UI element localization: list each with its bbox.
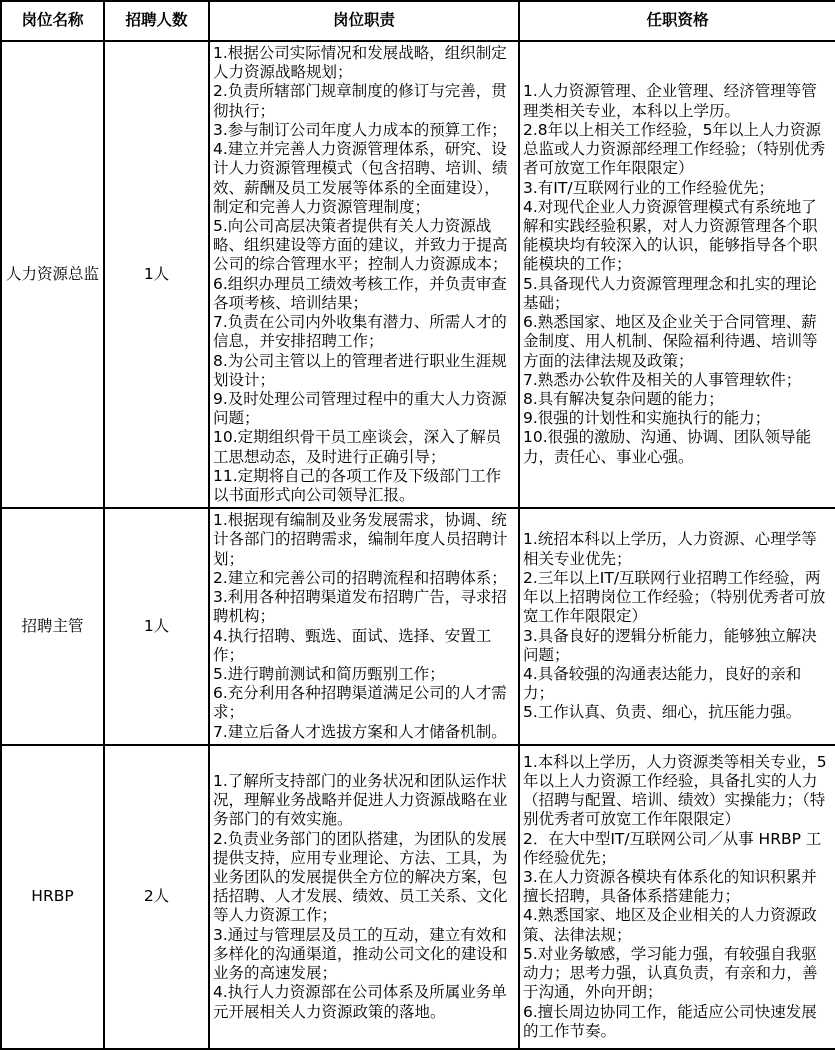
header-cell-headcount: 招聘人数 <box>104 1 209 41</box>
qualifications-cell <box>519 508 835 745</box>
responsibilities-cell <box>209 745 519 1049</box>
qualification-item: 1.人力资源管理、企业管理、经济管理等管理类相关专业，本科以上学历。 <box>523 82 817 120</box>
qualification-item: 6.擅长周边协同工作，能适应公司快速发展的工作节奏。 <box>523 1002 817 1040</box>
responsibility-item: 11.定期将自己的各项工作及下级部门工作以书面形式向公司领导汇报。 <box>213 466 502 505</box>
qualification-item: 5.具备现代人力资源管理理念和扎实的理论基础； <box>523 274 817 312</box>
table-row <box>1 745 835 1049</box>
responsibility-item: 6.充分利用各种招聘渠道满足公司的人才需求； <box>213 684 507 722</box>
qualifications-cell <box>519 745 835 1049</box>
qualification-item: 4.具备较强的沟通表达能力，良好的亲和力； <box>523 665 802 703</box>
qualification-item: 5.对业务敏感，学习能力强，有较强自我驱动力；思考力强，认真负责，有亲和力，善于沟通，外向开朗； <box>523 944 818 1002</box>
responsibility-item: 8.为公司主管以上的管理者进行职业生涯规划设计； <box>213 351 507 389</box>
responsibility-item: 5.向公司高层决策者提供有关人力资源战略、组织建设等方面的建议，并致力于提高公司的综合管理水平；控制人力资源成本； <box>213 216 508 274</box>
responsibility-item: 1.了解所支持部门的业务状况和团队运作状况，理解业务战略并促进人力资源战略在业务部门的有效实施。 <box>213 771 508 829</box>
header-cell-qualifications: 任职资格 <box>519 1 835 41</box>
qualification-item: 10.很强的激励、沟通、协调、团队领导能力，责任心、事业心强。 <box>523 428 812 466</box>
header-cell-position-name: 岗位名称 <box>1 1 104 41</box>
responsibility-item: 4.执行人力资源部在公司体系及所属业务单元开展相关人力资源政策的落地。 <box>213 983 507 1021</box>
responsibility-item: 4.建立并完善人力资源管理体系，研究、设计人力资源管理模式（包含招聘、培训、绩效、薪酬及员工发展等体系的全面建设），制定和完善人力资源管理制度； <box>213 140 508 216</box>
headcount-cell: 1人 <box>104 41 209 508</box>
qualification-item: 5.工作认真、负责、细心，抗压能力强。 <box>523 703 802 722</box>
headcount-cell: 2人 <box>104 745 209 1049</box>
responsibility-item: 6.组织办理员工绩效考核工作，并负责审查各项考核、培训结果； <box>213 274 507 312</box>
qualification-item: 3.具备良好的逻辑分析能力，能够独立解决问题； <box>523 626 817 664</box>
responsibility-item: 10.定期组织骨干员工座谈会，深入了解员工思想动态，及时进行正确引导； <box>213 428 502 466</box>
qualifications-cell <box>519 41 835 508</box>
header-cell-responsibilities: 岗位职责 <box>209 1 519 41</box>
responsibility-item: 1.根据公司实际情况和发展战略，组织制定人力资源战略规划； <box>213 44 507 82</box>
table-row <box>1 41 835 508</box>
qualification-item: 8.具有解决复杂问题的能力； <box>523 389 724 408</box>
qualification-item: 2．在大中型IT/互联网公司／从事 HRBP 工作经验优先； <box>523 829 822 867</box>
qualification-item: 1.本科以上学历，人力资源类等相关专业，5年以上人力资源工作经验，具备扎实的人力（招聘与配置、培训、绩效）实操能力；（特别优秀者可放宽工作年限限定） <box>523 752 827 829</box>
responsibility-item: 5.进行聘前测试和简历甄别工作； <box>213 665 445 683</box>
qualification-item: 6.熟悉国家、地区及企业关于合同管理、薪金制度、用人机制、保险福利待遇、培训等方面的法律法规及政策； <box>523 313 818 370</box>
qualification-item: 1.统招本科以上学历，人力资源、心理学等相关专业优先； <box>523 530 817 568</box>
responsibility-item: 3.利用各种招聘渠道发布招聘广告，寻求招聘机构； <box>213 588 507 626</box>
qualification-item: 4.对现代企业人力资源管理模式有系统地了解和实践经验积累，对人力资源管理各个职能模块均有较深入的认识，能够指导各个职能模块的工作； <box>523 197 818 274</box>
responsibility-item: 2.建立和完善公司的招聘流程和招聘体系； <box>213 568 507 587</box>
header-row <box>1 1 835 41</box>
responsibility-item: 3.参与制订公司年度人力成本的预算工作； <box>213 120 507 139</box>
responsibilities-cell <box>209 508 519 745</box>
position-name-cell: 招聘主管 <box>1 508 104 745</box>
responsibility-item: 3.通过与管理层及员工的互动，建立有效和多样化的沟通渠道，推动公司文化的建设和业务的高速发展； <box>213 925 508 983</box>
responsibility-item: 7.负责在公司内外收集有潜力、所需人才的信息，并安排招聘工作； <box>213 313 507 351</box>
qualification-item: 7.熟悉办公软件及相关的人事管理软件； <box>523 370 802 389</box>
qualification-item: 2.8年以上相关工作经验，5年以上人力资源总监或人力资源部经理工作经验；（特别优秀者可放宽工作年限限定） <box>523 120 826 178</box>
headcount-cell: 1人 <box>104 508 209 745</box>
qualification-item: 2.三年以上IT/互联网行业招聘工作经验，两年以上招聘岗位工作经验；（特别优秀者可放宽工作年限限定） <box>523 568 826 626</box>
qualification-item: 3.有IT/互联网行业的工作经验优先； <box>523 178 775 197</box>
responsibility-item: 2.负责业务部门的团队搭建，为团队的发展提供支持，应用专业理论、方法、工具，为业务团队的发展提供全方位的解决方案，包括招聘、人才发展、绩效、员工关系、文化等人力资源工作； <box>213 829 508 925</box>
responsibility-item: 7.建立后备人才选拔方案和人才储备机制。 <box>213 722 507 741</box>
responsibility-item: 1.根据现有编制及业务发展需求，协调、统计各部门的招聘需求，编制年度人员招聘计划； <box>213 511 508 568</box>
responsibility-item: 2.负责所辖部门规章制度的修订与完善，贯彻执行； <box>213 82 507 120</box>
responsibility-item: 4.执行招聘、甄选、面试、选择、安置工作； <box>213 626 492 664</box>
responsibilities-cell <box>209 41 519 508</box>
table-row <box>1 508 835 745</box>
responsibility-item: 9.及时处理公司管理过程中的重大人力资源问题； <box>213 389 507 428</box>
qualification-item: 4.熟悉国家、地区及企业相关的人力资源政策、法律法规； <box>523 906 817 944</box>
qualification-item: 9.很强的计划性和实施执行的能力； <box>523 409 771 428</box>
position-name-cell: 人力资源总监 <box>1 41 104 508</box>
position-name-cell: HRBP <box>1 745 104 1049</box>
qualification-item: 3.在人力资源各模块有体系化的知识积累并擅长招聘，具备体系搭建能力； <box>523 868 817 906</box>
